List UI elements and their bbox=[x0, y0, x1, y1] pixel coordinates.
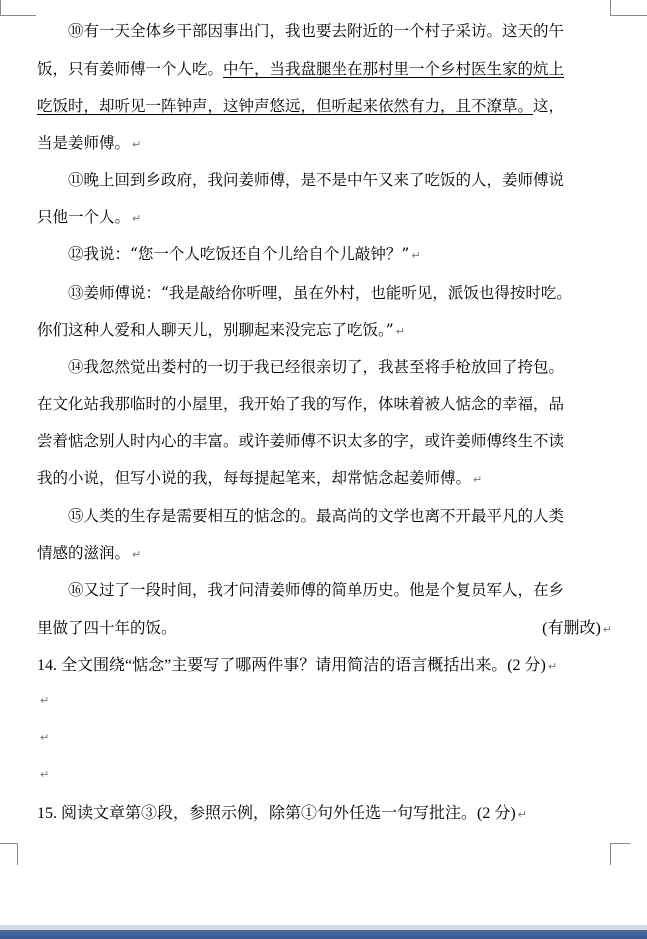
underlined-sentence: 吃饭时，却听见一阵钟声，这钟声悠远，但听起来依然有力，且不潦草。 bbox=[37, 97, 534, 115]
paragraph-mark-icon: ↵ bbox=[547, 660, 558, 673]
crop-mark-bottom-right bbox=[610, 843, 611, 865]
paragraph-10-line-4: 当是姜师傅。 ↵ bbox=[37, 134, 142, 152]
paragraph-13-line-1: ⑬姜师傅说：“我是敲给你听哩，虽在外村，也能听见，派饭也得按时吃。 bbox=[68, 284, 572, 302]
paragraph-15-line-1: ⑮人类的生存是需要相互的惦念的。最高尚的文学也离不开最平凡的人类 bbox=[68, 507, 565, 525]
paragraph-mark-icon: ↵ bbox=[395, 325, 405, 338]
paragraph-11-line-2: 只他一个人。 ↵ bbox=[37, 208, 142, 226]
paragraph-14-line-2: 在文化站我那临时的小屋里，我开始了我的写作，体味着被人惦念的幸福，品 bbox=[37, 395, 565, 413]
paragraph-14-line-4: 我的小说，但写小说的我，每每提起笔来，却常惦念起姜师傅。 ↵ bbox=[37, 469, 483, 487]
paragraph-11-line-1: ⑪晚上回到乡政府，我问姜师傅，是不是中午又来了吃饭的人，姜师傅说 bbox=[68, 171, 565, 189]
paragraph-16-line-2: 里做了四十年的饭。 (有删改) ↵ bbox=[37, 617, 612, 639]
crop-mark-top-left-h bbox=[0, 15, 36, 16]
paragraph-mark-icon: ↵ bbox=[40, 768, 50, 781]
crop-mark-bottom-right-h bbox=[610, 843, 630, 844]
paragraph-15-line-2: 情感的滋润。 ↵ bbox=[37, 544, 142, 562]
paragraph-mark-icon: ↵ bbox=[473, 473, 483, 486]
paragraph-14-line-3: 尝着惦念别人时内心的丰富。或许姜师傅不识太多的字，或许姜师傅终生不读 bbox=[37, 432, 565, 450]
crop-mark-bottom-left-h bbox=[0, 843, 18, 844]
paragraph-10-line-3: 吃饭时，却听见一阵钟声，这钟声悠远，但听起来依然有力，且不潦草。这， bbox=[37, 97, 565, 115]
window-bottom-bar bbox=[0, 925, 647, 939]
question-14: 14. 全文围绕“惦念”主要写了哪两件事？请用简洁的语言概括出来。(2 分) ↵ bbox=[37, 657, 558, 674]
paragraph-10-line-2: 饭，只有姜师傅一个人吃。中午，当我盘腿坐在那村里一个乡村医生家的炕上 bbox=[37, 60, 565, 78]
source-note: (有删改) ↵ bbox=[542, 620, 612, 637]
paragraph-mark-icon: ↵ bbox=[132, 212, 142, 225]
paragraph-mark-icon: ↵ bbox=[132, 548, 142, 561]
paragraph-mark-icon: ↵ bbox=[602, 623, 612, 636]
question-15: 15. 阅读文章第③段，参照示例，除第①句外任选一句写批注。(2 分) ↵ bbox=[37, 805, 527, 822]
paragraph-16-line-1: ⑯又过了一段时间，我才问清姜师傅的简单历史。他是个复员军人，在乡 bbox=[68, 581, 565, 599]
crop-mark-top-right-h bbox=[610, 15, 647, 16]
crop-mark-bottom-left bbox=[17, 843, 18, 865]
paragraph-14-line-1: ⑭我忽然觉出娄村的一切于我已经很亲切了，我甚至将手枪放回了挎包。 bbox=[68, 358, 565, 376]
crop-mark-top-left bbox=[0, 0, 1, 16]
paragraph-mark-icon: ↵ bbox=[40, 694, 50, 707]
paragraph-10-line-1: ⑩有一天全体乡干部因事出门，我也要去附近的一个村子采访。这天的午 bbox=[68, 22, 565, 40]
paragraph-12-line-1: ⑫我说：“您一个人吃饭还自个儿给自个儿敲钟？” ↵ bbox=[68, 245, 421, 263]
paragraph-mark-icon: ↵ bbox=[411, 249, 421, 262]
paragraph-mark-icon: ↵ bbox=[132, 138, 142, 151]
paragraph-13-line-2: 你们这种人爱和人聊天儿，别聊起来没完忘了吃饭。” ↵ bbox=[37, 321, 405, 339]
paragraph-mark-icon: ↵ bbox=[40, 731, 50, 744]
underlined-sentence: 中午，当我盘腿坐在那村里一个乡村医生家的炕上 bbox=[223, 60, 565, 78]
crop-mark-top-right bbox=[610, 0, 611, 16]
paragraph-mark-icon: ↵ bbox=[517, 808, 527, 821]
